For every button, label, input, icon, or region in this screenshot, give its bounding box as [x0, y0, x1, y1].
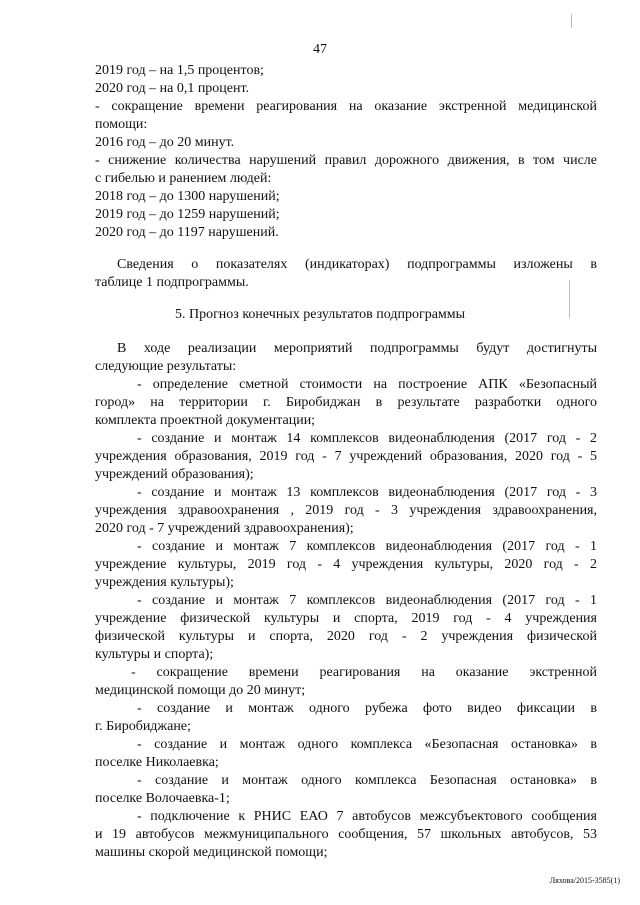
text-line: физической культуры и спорта, 2020 год - 2 учреждения физической	[95, 629, 597, 644]
text-line: г. Биробиджане;	[95, 719, 191, 734]
scan-mark	[569, 280, 570, 318]
text-line: учреждения образования, 2019 год - 7 учреждений образования, 2020 год - 5	[95, 449, 597, 464]
list-item: - сокращение времени реагирования на оказание экстренной	[131, 665, 597, 680]
text-line: таблице 1 подпрограммы.	[95, 275, 249, 290]
text-line: 2018 год – до 1300 нарушений;	[95, 189, 280, 204]
text-line: 2019 год – на 1,5 процентов;	[95, 63, 264, 78]
text-line: учреждение физической культуры и спорта, 2019 год - 4 учреждения	[95, 611, 597, 626]
list-item: - создание и монтаж одного комплекса Безопасная остановка» в	[137, 773, 597, 788]
text-line: с гибелью и ранением людей:	[95, 171, 272, 186]
text-line: учреждение культуры, 2019 год - 4 учреждения культуры, 2020 год - 2	[95, 557, 597, 572]
text-line: - снижение количества нарушений правил дорожного движения, в том числе	[95, 153, 597, 168]
text-line: поселке Волочаевка-1;	[95, 791, 230, 806]
text-line: учреждения культуры);	[95, 575, 234, 590]
list-item: - создание и монтаж 7 комплексов видеонаблюдения (2017 год - 1	[137, 539, 597, 554]
text-line: 2019 год – до 1259 нарушений;	[95, 207, 280, 222]
text-line: В ходе реализации мероприятий подпрограммы будут достигнуты	[117, 341, 597, 356]
list-item: - создание и монтаж 13 комплексов видеонаблюдения (2017 год - 3	[137, 485, 597, 500]
text-line: Сведения о показателях (индикаторах) подпрограммы изложены в	[117, 257, 597, 272]
text-line: 2020 год - 7 учреждений здравоохранения);	[95, 521, 354, 536]
text-line: комплекта проектной документации;	[95, 413, 316, 428]
text-line: 2020 год – до 1197 нарушений.	[95, 225, 279, 240]
text-line: машины скорой медицинской помощи;	[95, 845, 328, 860]
list-item: - создание и монтаж 7 комплексов видеонаблюдения (2017 год - 1	[137, 593, 597, 608]
text-line: учреждения здравоохранения , 2019 год - 3 учреждения здравоохранения,	[95, 503, 597, 518]
text-line: 2020 год – на 0,1 процент.	[95, 81, 250, 96]
text-line: следующие результаты:	[95, 359, 237, 374]
text-line: поселке Николаевка;	[95, 755, 219, 770]
list-item: - создание и монтаж одного комплекса «Безопасная остановка» в	[137, 737, 597, 752]
text-line: и 19 автобусов межмуниципального сообщения, 57 школьных автобусов, 53	[95, 827, 597, 842]
text-line: культуры и спорта);	[95, 647, 214, 662]
document-code: Ляхова/2015-3585(1)	[549, 876, 620, 885]
text-line: помощи:	[95, 117, 148, 132]
list-item: - подключение к РНИС ЕАО 7 автобусов межсубъектового сообщения	[137, 809, 597, 824]
text-line: медицинской помощи до 20 минут;	[95, 683, 306, 698]
text-line: 2016 год – до 20 минут.	[95, 135, 235, 150]
text-line: - сокращение времени реагирования на оказание экстренной медицинской	[95, 99, 597, 114]
list-item: - создание и монтаж 14 комплексов видеонаблюдения (2017 год - 2	[137, 431, 597, 446]
section-heading: 5. Прогноз конечных результатов подпрограммы	[174, 307, 466, 322]
page-number: 47	[313, 42, 327, 57]
text-line: город» на территории г. Биробиджан в результате разработки одного	[95, 395, 597, 410]
list-item: - определение сметной стоимости на построение АПК «Безопасный	[137, 377, 597, 392]
list-item: - создание и монтаж одного рубежа фото видео фиксации в	[137, 701, 597, 716]
text-line: учреждений образования);	[95, 467, 254, 482]
scan-mark	[571, 14, 572, 28]
